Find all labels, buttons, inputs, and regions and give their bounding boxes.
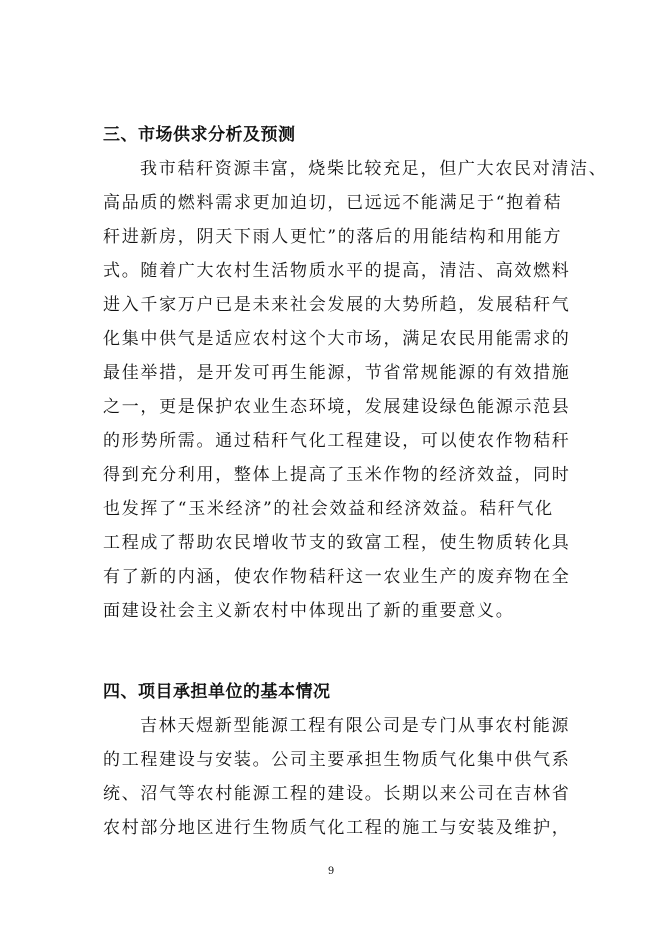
paragraph-line: 我市秸秆资源丰富，烧柴比较充足，但广大农民对清洁、 bbox=[140, 159, 608, 179]
paragraph-line: 式。随着广大农村生活物质水平的提高，清洁、高效燃料 bbox=[103, 261, 571, 281]
paragraph-line: 统、沼气等农村能源工程的建设。长期以来公司在吉林省 bbox=[103, 784, 571, 804]
paragraph-line: 也发挥了“玉米经济”的社会效益和经济效益。秸秆气化 bbox=[103, 499, 554, 519]
paragraph-line: 的工程建设与安装。公司主要承担生物质气化集中供气系 bbox=[103, 750, 571, 770]
section-heading-market-analysis: 三、市场供求分析及预测 bbox=[103, 125, 296, 145]
paragraph-line: 高品质的燃料需求更加迫切，已远远不能满足于“抱着秸 bbox=[103, 193, 563, 213]
paragraph-line: 之一，更是保护农业生态环境，发展建设绿色能源示范县 bbox=[103, 397, 571, 417]
paragraph-line: 工程成了帮助农民增收节支的致富工程，使生物质转化具 bbox=[103, 533, 571, 553]
paragraph-line: 有了新的内涵，使农作物秸秆这一农业生产的废弃物在全 bbox=[103, 567, 571, 587]
page-number: 9 bbox=[327, 866, 335, 877]
paragraph-line: 面建设社会主义新农村中体现出了新的重要意义。 bbox=[103, 601, 515, 621]
section-heading-project-unit: 四、项目承担单位的基本情况 bbox=[103, 682, 331, 702]
paragraph-line: 吉林天煜新型能源工程有限公司是专门从事农村能源 bbox=[140, 716, 571, 736]
paragraph-line: 农村部分地区进行生物质气化工程的施工与安装及维护， bbox=[103, 818, 571, 838]
paragraph-line: 进入千家万户已是未来社会发展的大势所趋，发展秸秆气 bbox=[103, 295, 571, 315]
paragraph-line: 最佳举措，是开发可再生能源，节省常规能源的有效措施 bbox=[103, 363, 571, 383]
paragraph-line: 秆进新房，阴天下雨人更忙”的落后的用能结构和用能方 bbox=[103, 227, 563, 247]
paragraph-line: 得到充分利用，整体上提高了玉米作物的经济效益，同时 bbox=[103, 465, 571, 485]
paragraph-line: 的形势所需。通过秸秆气化工程建设，可以使农作物秸秆 bbox=[103, 431, 571, 451]
paragraph-line: 化集中供气是适应农村这个大市场，满足农民用能需求的 bbox=[103, 329, 571, 349]
